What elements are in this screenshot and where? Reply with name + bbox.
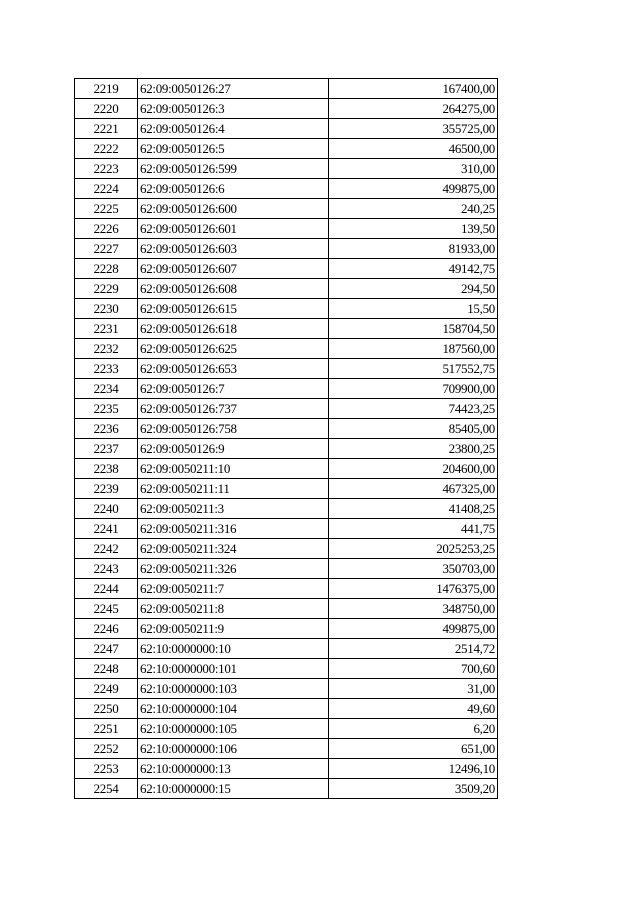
cadastral-number-cell: 62:09:0050211:7 (138, 579, 329, 599)
cadastral-number-cell: 62:09:0050126:27 (138, 79, 329, 99)
table-row (75, 259, 498, 279)
row-number-cell: 2222 (75, 139, 138, 159)
row-number-cell: 2234 (75, 379, 138, 399)
cadastral-number-cell: 62:09:0050126:3 (138, 99, 329, 119)
table-row (75, 439, 498, 459)
row-number-cell: 2229 (75, 279, 138, 299)
row-number-cell: 2240 (75, 499, 138, 519)
cadastral-number-cell: 62:09:0050126:4 (138, 119, 329, 139)
row-number-cell: 2230 (75, 299, 138, 319)
row-number-cell: 2225 (75, 199, 138, 219)
value-cell: 1476375,00 (329, 579, 498, 599)
cadastral-number-cell: 62:09:0050126:618 (138, 319, 329, 339)
cadastral-number-cell: 62:09:0050126:600 (138, 199, 329, 219)
table-row (75, 159, 498, 179)
table-row (75, 779, 498, 799)
cadastral-value-table (74, 78, 498, 799)
row-number-cell: 2231 (75, 319, 138, 339)
value-cell: 41408,25 (329, 499, 498, 519)
cadastral-number-cell: 62:09:0050211:9 (138, 619, 329, 639)
table-row (75, 319, 498, 339)
cadastral-number-cell: 62:09:0050126:6 (138, 179, 329, 199)
cadastral-number-cell: 62:10:0000000:103 (138, 679, 329, 699)
row-number-cell: 2242 (75, 539, 138, 559)
row-number-cell: 2219 (75, 79, 138, 99)
row-number-cell: 2221 (75, 119, 138, 139)
row-number-cell: 2253 (75, 759, 138, 779)
table-row (75, 459, 498, 479)
cadastral-number-cell: 62:09:0050211:11 (138, 479, 329, 499)
value-cell: 499875,00 (329, 619, 498, 639)
cadastral-number-cell: 62:10:0000000:101 (138, 659, 329, 679)
row-number-cell: 2243 (75, 559, 138, 579)
cadastral-number-cell: 62:09:0050211:316 (138, 519, 329, 539)
table-row (75, 339, 498, 359)
value-cell: 264275,00 (329, 99, 498, 119)
cadastral-number-cell: 62:09:0050126:653 (138, 359, 329, 379)
table-row (75, 539, 498, 559)
row-number-cell: 2226 (75, 219, 138, 239)
table-row (75, 719, 498, 739)
table-row (75, 239, 498, 259)
value-cell: 467325,00 (329, 479, 498, 499)
value-cell: 310,00 (329, 159, 498, 179)
row-number-cell: 2232 (75, 339, 138, 359)
table-row (75, 519, 498, 539)
table-row (75, 99, 498, 119)
table-row (75, 759, 498, 779)
row-number-cell: 2252 (75, 739, 138, 759)
value-cell: 167400,00 (329, 79, 498, 99)
cadastral-number-cell: 62:09:0050126:608 (138, 279, 329, 299)
cadastral-number-cell: 62:09:0050211:324 (138, 539, 329, 559)
table-row (75, 299, 498, 319)
table-row (75, 499, 498, 519)
value-cell: 31,00 (329, 679, 498, 699)
row-number-cell: 2233 (75, 359, 138, 379)
row-number-cell: 2223 (75, 159, 138, 179)
value-cell: 441,75 (329, 519, 498, 539)
table-row (75, 419, 498, 439)
row-number-cell: 2244 (75, 579, 138, 599)
row-number-cell: 2237 (75, 439, 138, 459)
row-number-cell: 2227 (75, 239, 138, 259)
cadastral-number-cell: 62:09:0050126:615 (138, 299, 329, 319)
cadastral-number-cell: 62:09:0050126:607 (138, 259, 329, 279)
table-row (75, 579, 498, 599)
table-row (75, 739, 498, 759)
cadastral-number-cell: 62:10:0000000:13 (138, 759, 329, 779)
cadastral-number-cell: 62:09:0050211:10 (138, 459, 329, 479)
table-row (75, 359, 498, 379)
cadastral-number-cell: 62:09:0050126:599 (138, 159, 329, 179)
value-cell: 85405,00 (329, 419, 498, 439)
value-cell: 49142,75 (329, 259, 498, 279)
cadastral-number-cell: 62:10:0000000:104 (138, 699, 329, 719)
table-row (75, 279, 498, 299)
value-cell: 81933,00 (329, 239, 498, 259)
row-number-cell: 2241 (75, 519, 138, 539)
table-row (75, 379, 498, 399)
table-row (75, 119, 498, 139)
value-cell: 15,50 (329, 299, 498, 319)
row-number-cell: 2238 (75, 459, 138, 479)
row-number-cell: 2228 (75, 259, 138, 279)
row-number-cell: 2249 (75, 679, 138, 699)
table-row (75, 139, 498, 159)
value-cell: 355725,00 (329, 119, 498, 139)
value-cell: 158704,50 (329, 319, 498, 339)
table-row (75, 699, 498, 719)
value-cell: 139,50 (329, 219, 498, 239)
table-row (75, 659, 498, 679)
cadastral-number-cell: 62:10:0000000:15 (138, 779, 329, 799)
cadastral-number-cell: 62:10:0000000:105 (138, 719, 329, 739)
value-cell: 651,00 (329, 739, 498, 759)
cadastral-number-cell: 62:09:0050126:603 (138, 239, 329, 259)
value-cell: 348750,00 (329, 599, 498, 619)
value-cell: 700,60 (329, 659, 498, 679)
value-cell: 709900,00 (329, 379, 498, 399)
value-cell: 2514,72 (329, 639, 498, 659)
row-number-cell: 2251 (75, 719, 138, 739)
cadastral-number-cell: 62:09:0050126:601 (138, 219, 329, 239)
value-cell: 240,25 (329, 199, 498, 219)
row-number-cell: 2245 (75, 599, 138, 619)
value-cell: 74423,25 (329, 399, 498, 419)
row-number-cell: 2224 (75, 179, 138, 199)
table-row (75, 479, 498, 499)
value-cell: 49,60 (329, 699, 498, 719)
value-cell: 294,50 (329, 279, 498, 299)
row-number-cell: 2250 (75, 699, 138, 719)
row-number-cell: 2254 (75, 779, 138, 799)
value-cell: 187560,00 (329, 339, 498, 359)
row-number-cell: 2246 (75, 619, 138, 639)
cadastral-number-cell: 62:09:0050211:326 (138, 559, 329, 579)
row-number-cell: 2248 (75, 659, 138, 679)
cadastral-number-cell: 62:09:0050126:5 (138, 139, 329, 159)
value-cell: 2025253,25 (329, 539, 498, 559)
cadastral-number-cell: 62:09:0050126:758 (138, 419, 329, 439)
table-row (75, 179, 498, 199)
cadastral-number-cell: 62:10:0000000:10 (138, 639, 329, 659)
table-row (75, 399, 498, 419)
value-cell: 350703,00 (329, 559, 498, 579)
cadastral-number-cell: 62:10:0000000:106 (138, 739, 329, 759)
table-row (75, 79, 498, 99)
cadastral-number-cell: 62:09:0050126:625 (138, 339, 329, 359)
cadastral-number-cell: 62:09:0050126:9 (138, 439, 329, 459)
row-number-cell: 2235 (75, 399, 138, 419)
row-number-cell: 2239 (75, 479, 138, 499)
value-cell: 46500,00 (329, 139, 498, 159)
cadastral-number-cell: 62:09:0050211:3 (138, 499, 329, 519)
table-row (75, 559, 498, 579)
value-cell: 6,20 (329, 719, 498, 739)
table-row (75, 619, 498, 639)
table-row (75, 219, 498, 239)
value-cell: 499875,00 (329, 179, 498, 199)
table-row (75, 199, 498, 219)
value-cell: 12496,10 (329, 759, 498, 779)
table-body (75, 79, 498, 799)
row-number-cell: 2247 (75, 639, 138, 659)
table-row (75, 679, 498, 699)
value-cell: 517552,75 (329, 359, 498, 379)
row-number-cell: 2236 (75, 419, 138, 439)
table-row (75, 599, 498, 619)
value-cell: 3509,20 (329, 779, 498, 799)
cadastral-number-cell: 62:09:0050211:8 (138, 599, 329, 619)
value-cell: 23800,25 (329, 439, 498, 459)
cadastral-number-cell: 62:09:0050126:7 (138, 379, 329, 399)
value-cell: 204600,00 (329, 459, 498, 479)
cadastral-number-cell: 62:09:0050126:737 (138, 399, 329, 419)
row-number-cell: 2220 (75, 99, 138, 119)
table-row (75, 639, 498, 659)
